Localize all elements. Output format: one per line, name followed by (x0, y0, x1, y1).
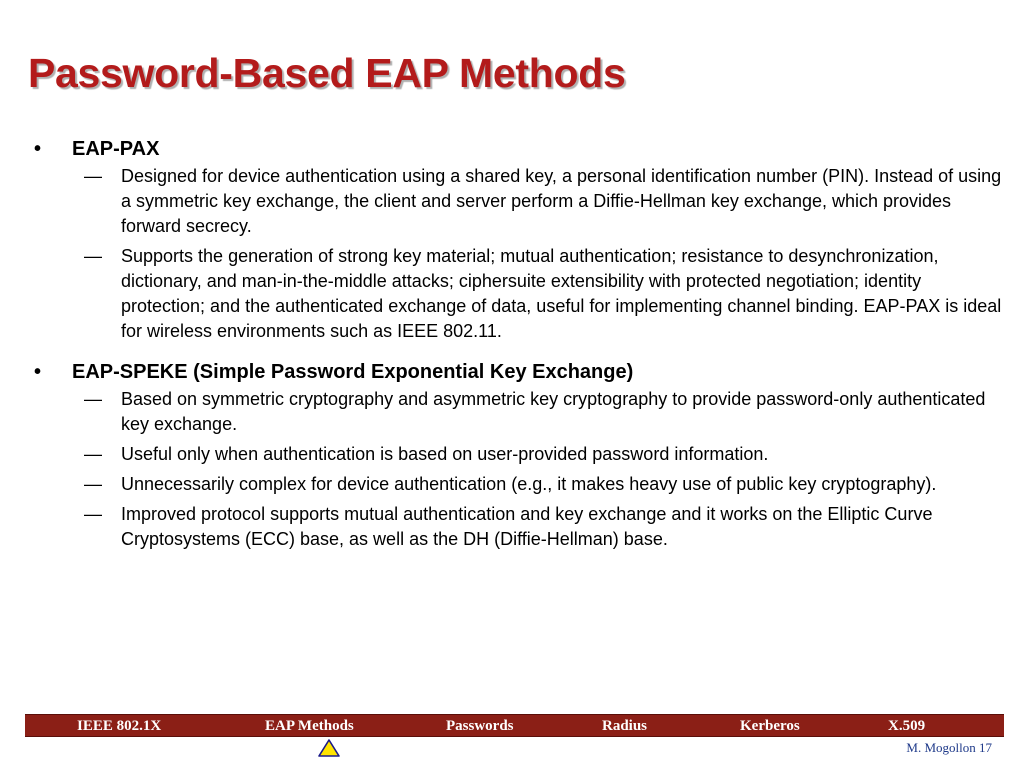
bullet-item (32, 136, 1007, 162)
dash-marker: — (84, 389, 102, 409)
slide-title: Password-Based EAP Methods (28, 50, 626, 96)
bullet-marker: • (34, 361, 42, 383)
dash-marker: — (84, 246, 102, 266)
sub-text: Unnecessarily complex for device authentication (e.g., it makes heavy use of public key cryptography). (121, 474, 937, 494)
warning-triangle-icon[interactable] (318, 739, 340, 757)
dash-marker: — (84, 444, 102, 464)
sub-list (32, 387, 1007, 552)
sub-item (32, 164, 1007, 239)
sub-item (32, 244, 1007, 344)
nav-link-eap-methods[interactable]: EAP Methods (265, 718, 354, 734)
sub-item (32, 472, 1007, 497)
sub-text: Based on symmetric cryptography and asymmetric key cryptography to provide password-only authenticated key exchange. (121, 389, 986, 434)
nav-link-kerberos[interactable]: Kerberos (740, 718, 800, 734)
sub-text: Supports the generation of strong key material; mutual authentication; resistance to desynchronization, dictionary, and man-in-the-middle attacks; ciphersuite extensibility with protected negotiation; identity protection; and the authenticated exchange of data, useful for implementing channel binding. EAP-PAX is ideal for wireless environments such as IEEE 802.11. (121, 246, 1002, 341)
dash-marker: — (84, 166, 102, 186)
nav-link-ieee-8021x[interactable]: IEEE 802.1X (77, 718, 162, 734)
sub-text: Useful only when authentication is based on user-provided password information. (121, 444, 769, 464)
sub-item (32, 387, 1007, 437)
dash-marker: — (84, 504, 102, 524)
sub-item (32, 442, 1007, 467)
sub-item (32, 502, 1007, 552)
author-page-number: M. Mogollon 17 (906, 740, 992, 755)
sub-list (32, 164, 1007, 344)
dash-marker: — (84, 474, 102, 494)
footer-nav-bar (25, 714, 1004, 737)
bullet-heading: EAP-PAX (72, 138, 160, 160)
nav-link-passwords[interactable]: Passwords (446, 718, 514, 734)
slide-content (32, 136, 1007, 557)
bullet-item (32, 359, 1007, 385)
sub-text: Improved protocol supports mutual authentication and key exchange and it works on the Elliptic Curve Cryptosystems (ECC) base, as well as the DH (Diffie-Hellman) base. (121, 504, 933, 549)
section-eap-pax (32, 136, 1007, 344)
section-eap-speke (32, 359, 1007, 552)
sub-text: Designed for device authentication using a shared key, a personal identification number (PIN). Instead of using a symmetric key exchange, the client and server perform a Diffie-Hellman key exchange, which provides forward secrecy. (121, 166, 1002, 236)
bullet-heading: EAP-SPEKE (Simple Password Exponential Key Exchange) (72, 361, 634, 383)
nav-link-radius[interactable]: Radius (602, 718, 648, 734)
nav-link-x509[interactable]: X.509 (888, 718, 926, 734)
bullet-marker: • (34, 138, 42, 160)
